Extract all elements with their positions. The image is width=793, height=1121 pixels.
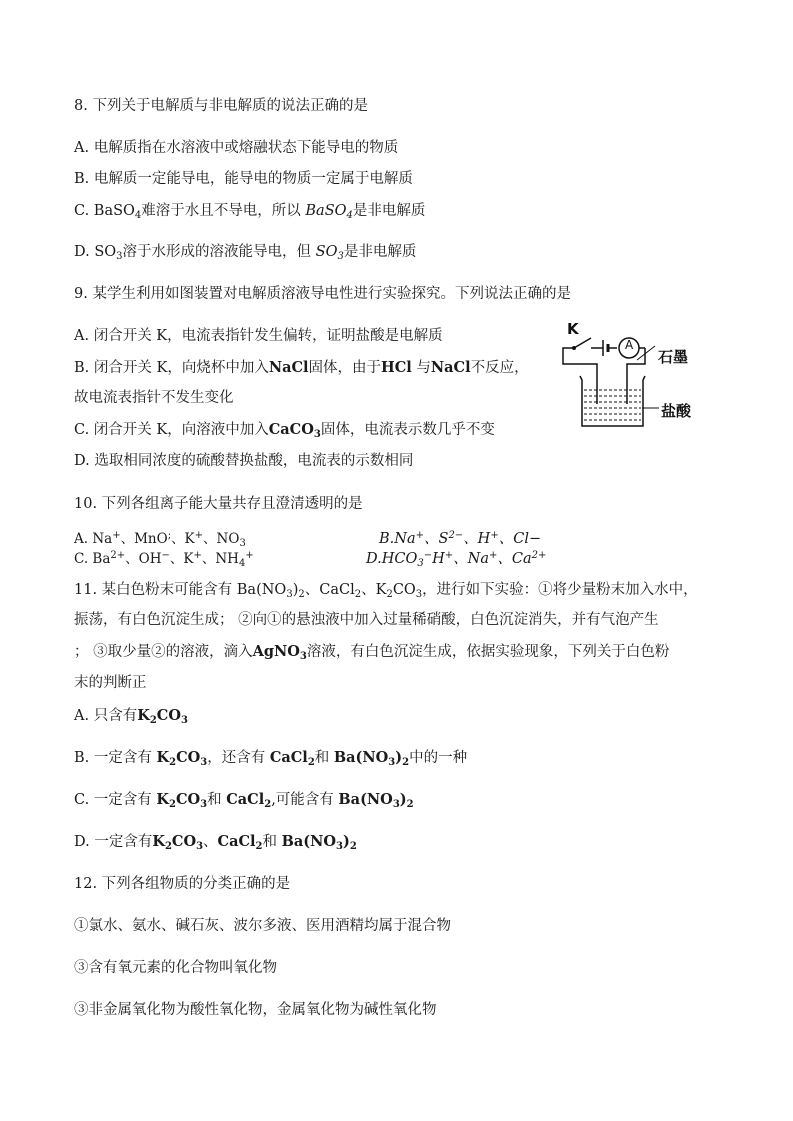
switch-lever (574, 338, 591, 348)
q11-stem-line-4: 末的判断正 (74, 675, 147, 691)
q9-option-b: B. 闭合开关 K，向烧杯中加入NaCl固体，由于HCl 与NaCl不反应， (74, 359, 529, 376)
q12-stem: 12. 下列各组物质的分类正确的是 (74, 876, 291, 892)
q11-stem-line-1: 11. 某白色粉末可能含有 $Ba(NO_3)_2$、CaCl$_2$、$K_2CO_3$，进行如下实验：①将少量粉末加入水中， (74, 582, 698, 600)
beaker-icon (580, 376, 645, 426)
q10-option-c: C. $Ba^{2+}$、OH−、K+、$NH_4^+$ (74, 550, 254, 569)
q10-option-a: A. Na+、MnO;、K+、$NO_3$ (74, 530, 246, 549)
q11-stem-line-2: 振荡，有白色沉淀生成； ②向①的悬浊液中加入过量稀硝酸，白色沉淀消失，并有气泡产生 (74, 612, 659, 628)
q9-option-a: A. 闭合开关 K，电流表指针发生偏转，证明盐酸是电解质 (74, 328, 443, 344)
q10-option-b: B.Na+、$S^{2-}$、H+、Cl− (379, 530, 542, 547)
q9-option-d: D. 选取相同浓度的硫酸替换盐酸，电流表的示数相同 (74, 453, 414, 469)
q10-stem: 10. 下列各组离子能大量共存且澄清透明的是 (74, 496, 363, 512)
ammeter-label: A (625, 338, 634, 352)
q9-option-b-continued: 故电流表指针不发生变化 (74, 390, 234, 406)
acid-label: 盐酸 (661, 402, 692, 420)
q10-option-d: $D.HCO_3^-H^+$、Na+、$Ca^{2+}$ (366, 550, 547, 569)
q11-stem-line-3: ； ③取少量②的溶液，滴入AgNO$_3$溶液，有白色沉淀生成，依据实验现象，下列关于白色粉 (74, 643, 670, 662)
q11-option-c: C. 一定含有 $K_2CO_3$和 CaCl$_2$,可能含有 $Ba(NO_3)_2$ (74, 791, 414, 810)
q11-option-a: A. 只含有$K_2CO_3$ (74, 707, 188, 726)
q12-statement-1: ①氯水、氨水、碱石灰、波尔多液、医用酒精均属于混合物 (74, 918, 451, 934)
q8-option-c: C. BaSO$_4$难溶于水且不导电，所以 BaSO$_4$是非电解质 (74, 203, 426, 221)
q8-option-a: A. 电解质指在水溶液中或熔融状态下能导电的物质 (74, 140, 399, 156)
q11-option-d: D. 一定含有$K_2CO_3$、CaCl$_2$和 $Ba(NO_3)_2$ (74, 833, 357, 852)
q9-option-c: C. 闭合开关 K，向溶液中加入CaCO$_3$固体，电流表示数几乎不变 (74, 421, 495, 440)
q8-stem: 8. 下列关于电解质与非电解质的说法正确的是 (74, 98, 368, 114)
graphite-label: 石墨 (658, 348, 689, 366)
q11-option-b: B. 一定含有 $K_2CO_3$，还含有 CaCl$_2$和 $Ba(NO_3)_2$中的一种 (74, 749, 468, 768)
q8-option-b: B. 电解质一定能导电，能导电的物质一定属于电解质 (74, 171, 413, 187)
q8-option-d: D. $SO_3$溶于水形成的溶液能导电，但 $SO_3$是非电解质 (74, 244, 417, 262)
q9-stem: 9. 某学生利用如图装置对电解质溶液导电性进行实验探究。下列说法正确的是 (74, 286, 571, 302)
switch-label: K (567, 320, 579, 338)
circuit-diagram (545, 320, 705, 434)
acid-liquid (584, 390, 641, 420)
q12-statement-2: ③含有氧元素的化合物叫氧化物 (74, 960, 277, 976)
q12-statement-3: ③非金属氧化物为酸性氧化物，金属氧化物为碱性氧化物 (74, 1002, 437, 1018)
